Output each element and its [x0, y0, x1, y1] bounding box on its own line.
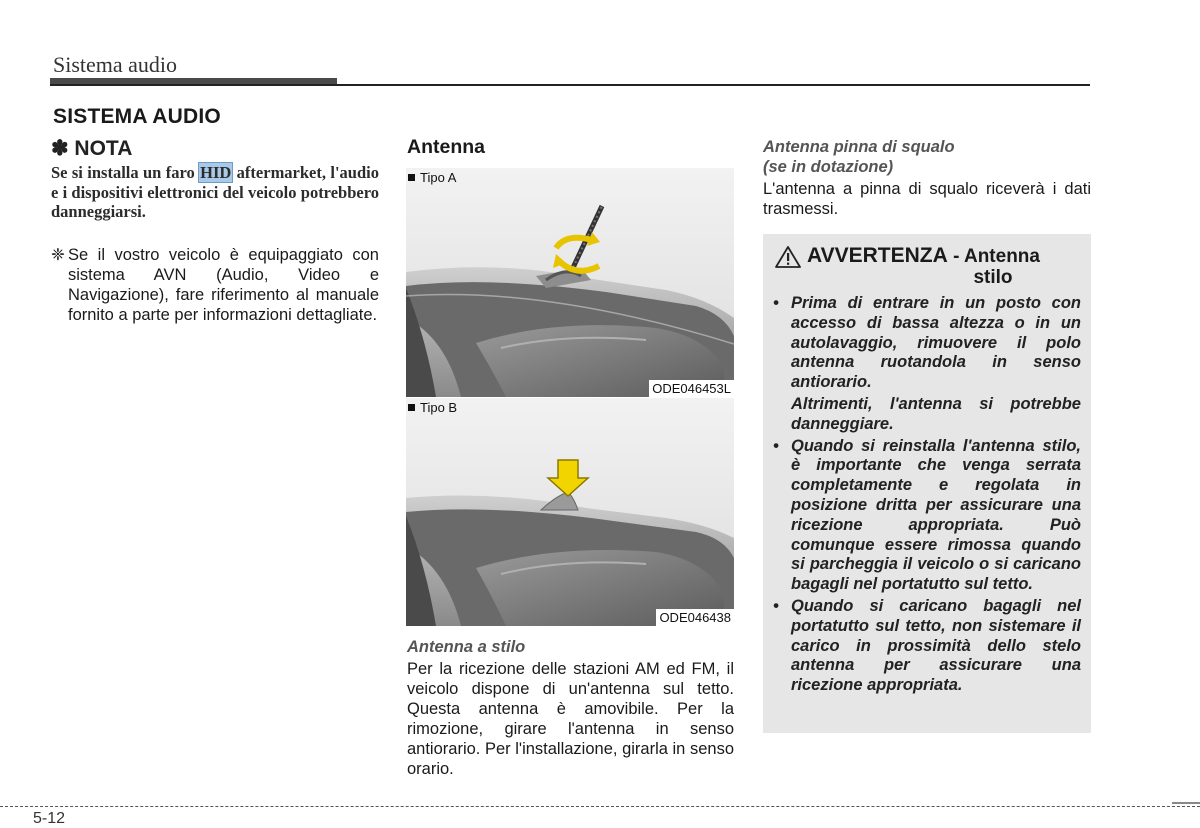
pinna-title-line1: Antenna pinna di squalo	[763, 138, 955, 156]
nota-body	[51, 163, 379, 222]
nota-title: ✽ NOTA	[51, 137, 133, 160]
warning-item-extra: Altrimenti, l'antenna si potrebbe danneggiare.	[791, 394, 1081, 433]
warning-item	[773, 294, 1081, 435]
avn-note-symbol: ❈	[51, 246, 65, 264]
nota-body-end: aftermarket, l'audio e i dispositivi elettronici del veicolo potrebbero danneggiarsi.	[51, 163, 379, 221]
warning-title	[807, 245, 1087, 288]
stilo-subheading: Antenna a stilo	[407, 638, 526, 656]
figure-tipo-b	[406, 398, 734, 626]
bullet: •	[773, 436, 779, 455]
section-title: SISTEMA AUDIO	[53, 105, 221, 128]
footer-tick	[1172, 802, 1200, 804]
warning-title-main: AVVERTENZA	[807, 244, 948, 267]
figure-label-tipo-a: Tipo A	[408, 170, 456, 185]
header-title: Sistema audio	[53, 52, 178, 77]
warning-item	[773, 597, 1081, 696]
page-number: 5-12	[33, 810, 66, 827]
pinna-body: L'antenna a pinna di squalo riceverà i dati trasmessi.	[763, 180, 1091, 218]
figure-label-tipo-b: Tipo B	[408, 400, 457, 415]
bullet: •	[773, 294, 779, 312]
figure-code-tipo-a: ODE046453L	[649, 380, 734, 397]
stilo-body: Per la ricezione delle stazioni AM ed FM, il veicolo dispone di un'antenna sul tetto. Questa antenna è amovibile. Per la rimozione, girare l'antenna in senso antiorario. Per l'installazione, girarla in senso orario.	[407, 660, 734, 778]
bullet: •	[773, 596, 779, 615]
avn-note-text: Se il vostro veicolo è equipaggiato con sistema AVN (Audio, Video e Navigazione), fare riferimento al manuale fornito a parte per informazioni dettagliate.	[68, 246, 379, 324]
car-roof-stilo-illustration	[406, 168, 734, 397]
antenna-heading: Antenna	[407, 136, 485, 158]
warning-item-text: Quando si reinstalla l'antenna stilo, è importante che venga serrata completamente e regolata in posizione dritta per assicurare una ricezione appropriata. Può comunque essere rimossa quando si parcheggia il veicolo o si caricano bagagli nel portatutto sul tetto.	[791, 436, 1081, 594]
footer-dashed-rule	[0, 806, 1200, 807]
warning-title-sub: - Antenna	[947, 246, 1040, 267]
warning-list	[773, 294, 1081, 698]
nota-body-start: Se si installa un faro	[51, 163, 200, 182]
pinna-title-line2: (se in dotazione)	[763, 158, 894, 176]
figure-tipo-a	[406, 168, 734, 397]
warning-item-text: Quando si caricano bagagli nel portatutto sul tetto, non sistemare il carico in prossimità dello stelo antenna per assicurare una ricezione appropriata.	[791, 596, 1081, 695]
avn-note	[51, 245, 379, 325]
warning-item	[773, 437, 1081, 595]
warning-item-text: Prima di entrare in un posto con accesso di bassa altezza o in un autolavaggio, rimuovere il polo antenna ruotandola in senso antiorario.	[791, 294, 1081, 392]
pinna-subheading	[763, 137, 1091, 177]
warning-triangle-icon	[775, 246, 801, 268]
warning-title-line2: stilo	[973, 267, 1013, 288]
hid-highlight: HID	[200, 163, 232, 182]
header-rule	[50, 84, 1090, 86]
car-roof-shark-fin-illustration	[406, 398, 734, 626]
figure-code-tipo-b: ODE046438	[656, 609, 734, 626]
warning-box	[763, 234, 1091, 733]
